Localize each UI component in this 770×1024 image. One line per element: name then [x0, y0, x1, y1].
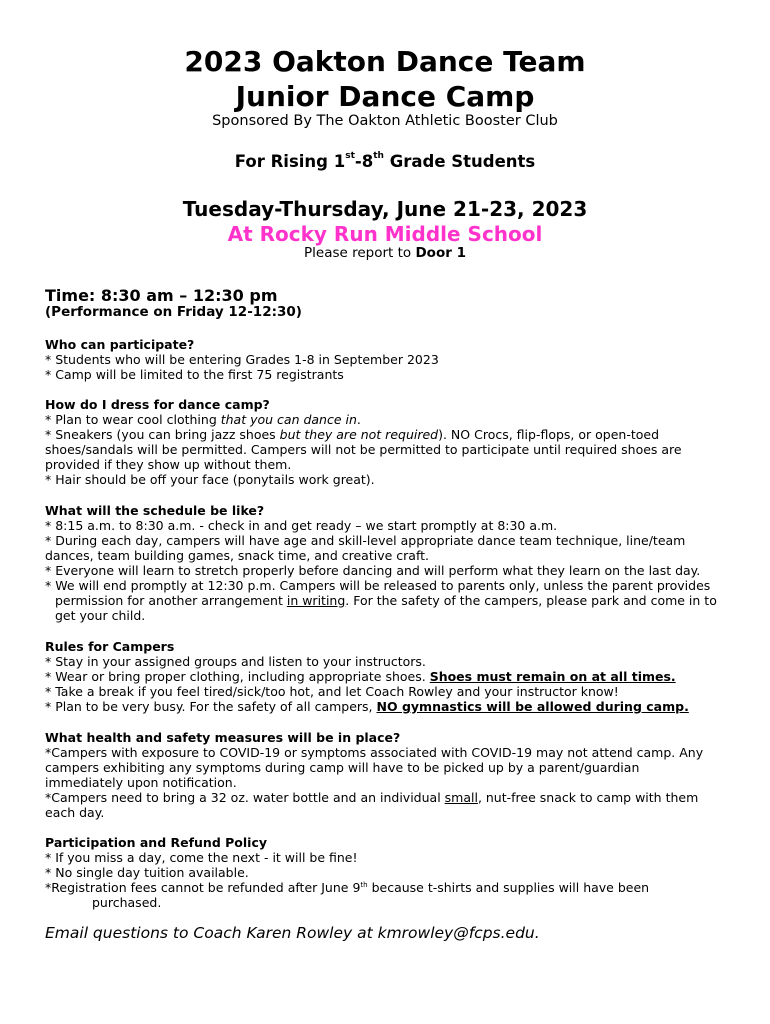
list-item: * Wear or bring proper clothing, including appropriate shoes. Shoes must remain on at all times.: [45, 669, 676, 684]
list-item-continued: dances, team building games, snack time, and creative craft.: [45, 548, 430, 563]
list-item: * Camp will be limited to the first 75 registrants: [45, 367, 344, 382]
section-heading: How do I dress for dance camp?: [45, 397, 270, 412]
section-heading: Rules for Campers: [45, 639, 175, 654]
list-item: * Take a break if you feel tired/sick/too hot, and let Coach Rowley and your instructor know!: [45, 684, 619, 699]
section-health: [45, 730, 735, 820]
list-item-continued: campers exhibiting any symptoms during camp will have to be picked up by a parent/guardian: [45, 760, 640, 775]
report-line: [0, 245, 770, 261]
list-item-continued: get your child.: [55, 608, 146, 623]
list-item: * Sneakers (you can bring jazz shoes but they are not required). NO Crocs, flip-flops, or open-toed: [45, 427, 660, 442]
grade-range-post: Grade Students: [383, 152, 536, 171]
report-door: Door 1: [415, 245, 466, 261]
list-item: * Stay in your assigned groups and listen to your instructors.: [45, 654, 426, 669]
section-dress: [45, 397, 735, 487]
sponsor-line: Sponsored By The Oakton Athletic Booster Club: [212, 113, 558, 129]
grade-sup-2: th: [373, 151, 384, 161]
title-line-2: Junior Dance Camp: [235, 80, 535, 113]
grade-range-line: [0, 152, 770, 171]
grade-range-pre: For Rising 1: [234, 152, 346, 171]
list-item: * Students who will be entering Grades 1-8 in September 2023: [45, 352, 439, 367]
list-item: * 8:15 a.m. to 8:30 a.m. - check in and get ready – we start promptly at 8:30 a.m.: [45, 518, 558, 533]
section-heading: Who can participate?: [45, 337, 195, 352]
list-item: * Everyone will learn to stretch properly before dancing and will perform what they learn on the last day.: [45, 563, 701, 578]
list-item: * Hair should be off your face (ponytails work great).: [45, 472, 375, 487]
list-item: * If you miss a day, come the next - it will be fine!: [45, 850, 358, 865]
section-heading: Participation and Refund Policy: [45, 835, 268, 850]
contact-email-line: Email questions to Coach Karen Rowley at kmrowley@fcps.edu.: [45, 924, 540, 942]
list-item: *Campers with exposure to COVID-19 or symptoms associated with COVID-19 may not attend camp. Any: [45, 745, 704, 760]
grade-sup-1: st: [345, 151, 355, 161]
report-pre: Please report to: [304, 245, 416, 261]
title-line-1: 2023 Oakton Dance Team: [184, 45, 586, 78]
section-refund: [45, 835, 735, 910]
list-item-continued: purchased.: [92, 895, 162, 910]
time-line: Time: 8:30 am – 12:30 pm: [45, 286, 278, 305]
list-item-continued: each day.: [45, 805, 105, 820]
list-item: * Plan to be very busy. For the safety of all campers, NO gymnastics will be allowed during camp.: [45, 699, 689, 714]
list-item: * Plan to wear cool clothing that you can dance in.: [45, 412, 361, 427]
list-item-continued: permission for another arrangement in writing. For the safety of the campers, please park and come in to: [55, 593, 717, 608]
list-item: * No single day tuition available.: [45, 865, 249, 880]
list-item: * During each day, campers will have age and skill-level appropriate dance team technique, line/team: [45, 533, 686, 548]
grade-range-mid: -8: [354, 152, 374, 171]
list-item-continued: shoes/sandals will be permitted. Campers will not be permitted to participate until required shoes are: [45, 442, 682, 457]
section-who: [45, 337, 735, 382]
section-heading: What will the schedule be like?: [45, 503, 265, 518]
list-item: *Campers need to bring a 32 oz. water bottle and an individual small, nut-free snack to camp with them: [45, 790, 699, 805]
list-item: * We will end promptly at 12:30 p.m. Campers will be released to parents only, unless the parent provides: [45, 578, 711, 593]
section-schedule: [45, 503, 735, 623]
list-item-continued: provided if they show up without them.: [45, 457, 292, 472]
list-item-continued: immediately upon notification.: [45, 775, 237, 790]
section-rules: [45, 639, 735, 714]
section-heading: What health and safety measures will be in place?: [45, 730, 401, 745]
camp-location: At Rocky Run Middle School: [227, 222, 543, 246]
camp-dates: Tuesday-Thursday, June 21-23, 2023: [182, 197, 588, 221]
list-item: *Registration fees cannot be refunded after June 9th because t-shirts and supplies will have been: [45, 880, 650, 895]
performance-line: (Performance on Friday 12-12:30): [45, 304, 302, 320]
